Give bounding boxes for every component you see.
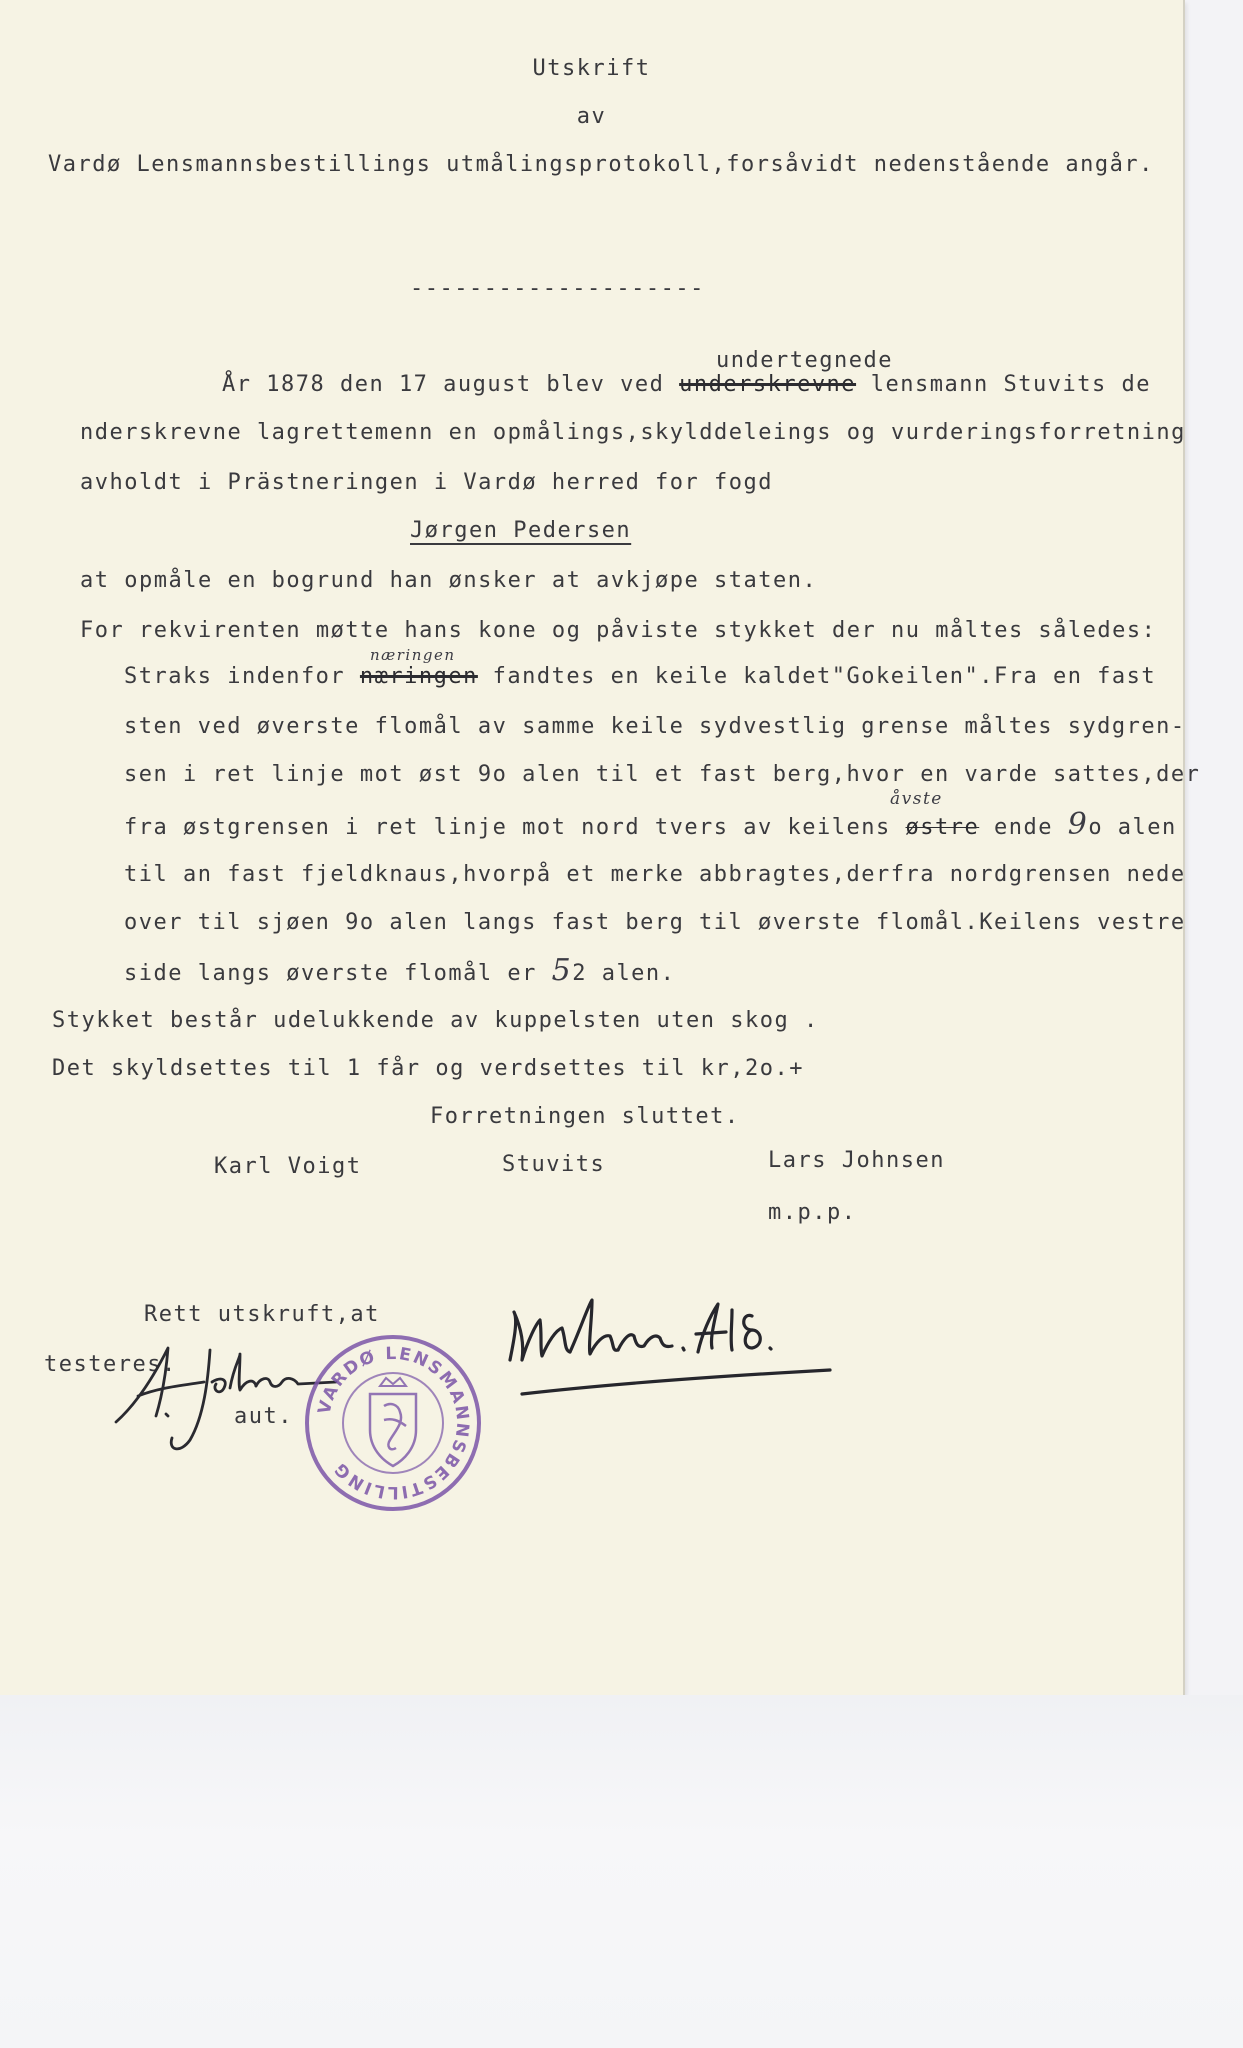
signatory-2: Stuvits — [502, 1152, 606, 1177]
requester-name: Jørgen Pedersen — [410, 518, 632, 543]
document-title-of: av — [576, 104, 607, 129]
handwritten-correction-2: åvste — [890, 789, 943, 809]
handwritten-correction-1: næringen — [370, 646, 456, 664]
handwritten-digit-5: 5 — [551, 953, 573, 988]
body-line-7: sten ved øverste flomål av samme keile sydvestlig grense måltes sydgren- — [124, 714, 1186, 739]
typed-correction-above: undertegnede — [716, 348, 893, 373]
body-line-8: sen i ret linje mot øst 9o alen til et fast berg,hvor en varde sattes,der — [124, 762, 1201, 787]
body-line-9: fra østgrensen i ret linje mot nord tvers av keilens østre ende 9o alen — [124, 807, 1177, 842]
background-surface — [0, 1695, 1243, 2048]
body-line-2: nderskrevne lagrettemenn en opmålings,skylddeleings og vurderingsforretning — [80, 420, 1186, 445]
body-line-1: År 1878 den 17 august blev ved underskrevne lensmann Stuvits de — [222, 372, 1151, 397]
body-line-12: side langs øverste flomål er 52 alen. — [124, 953, 676, 988]
body-line-14: Det skyldsettes til 1 får og verdsettes til kr,2o.+ — [52, 1056, 805, 1081]
struck-word-3: østre — [905, 815, 980, 840]
handwritten-digit-9: 9 — [1067, 807, 1089, 842]
official-stamp — [300, 1330, 486, 1516]
document-subtitle: Vardø Lensmannsbestillings utmålingsprotokoll,forsåvidt nedenstående angår. — [48, 152, 1154, 177]
body-line-13: Stykket består udelukkende av kuppelsten uten skog . — [52, 1008, 819, 1033]
signatory-3-note: m.p.p. — [768, 1200, 857, 1225]
struck-word-2: næringen — [359, 664, 478, 689]
svg-text:VARDØ LENSMANNSBESTILLING: VARDØ LENSMANNSBESTILLING — [314, 1343, 473, 1503]
struck-word: underskrevne — [679, 372, 857, 397]
body-line-4: at opmåle en bogrund han ønsker at avkjøpe staten. — [80, 568, 818, 593]
signatory-1: Karl Voigt — [214, 1154, 362, 1179]
body-line-10: til an fast fjeldknaus,hvorpå et merke abbragtes,derfra nordgrensen nede — [124, 862, 1186, 887]
attestation-line-2: testeres. — [44, 1352, 177, 1377]
divider-line: -------------------- — [410, 276, 705, 301]
closing-statement: Forretningen sluttet. — [430, 1104, 740, 1129]
body-line-6: Straks indenfor næringen fandtes en keile kaldet"Gokeilen".Fra en fast — [124, 664, 1157, 689]
document-title: Utskrift — [532, 56, 651, 81]
body-line-5: For rekvirenten møtte hans kone og påviste stykket der nu måltes således: — [80, 618, 1157, 643]
handwritten-reference — [500, 1290, 840, 1420]
attestation-line-1: Rett utskruft,at — [144, 1302, 380, 1327]
body-line-3: avholdt i Prästneringen i Vardø herred for fogd — [80, 470, 774, 495]
signatory-3: Lars Johnsen — [768, 1148, 945, 1173]
body-line-11: over til sjøen 9o alen langs fast berg til øverste flomål.Keilens vestre — [124, 910, 1186, 935]
attestation-aut: aut. — [234, 1404, 293, 1429]
